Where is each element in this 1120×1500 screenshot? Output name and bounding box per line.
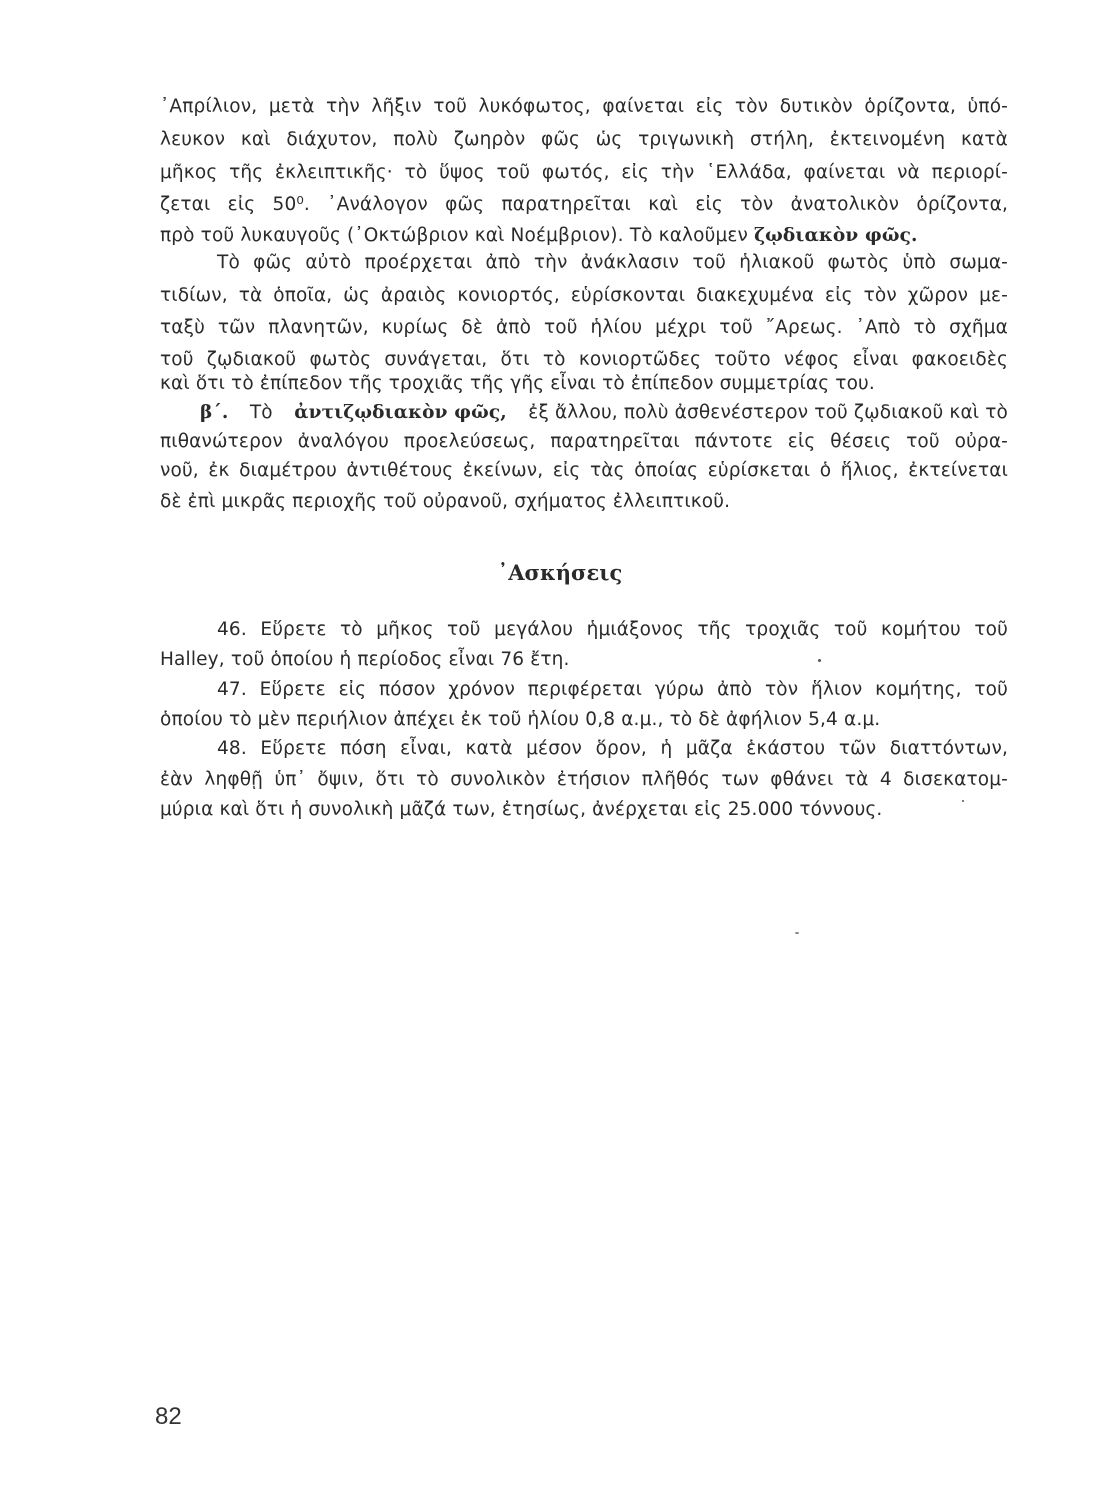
scan-speck [818, 659, 821, 662]
text-line: τοῦ ζῳδιακοῦ φωτὸς συνάγεται, ὅτι τὸ κονιορτῶδες τοῦτο νέφος εἶναι φακοειδὲς [160, 349, 1008, 370]
term-antizodiacal-light: ἀντιζῳδιακὸν φῶς, [294, 402, 507, 423]
scan-speck [795, 932, 799, 934]
exercise-line: 47. Εὕρετε εἰς πόσον χρόνον περιφέρεται γύρω ἀπὸ τὸν ἥλιον κομήτης, τοῦ [217, 679, 1008, 700]
text-line: καὶ ὅτι τὸ ἐπίπεδον τῆς τροχιᾶς τῆς γῆς εἶναι τὸ ἐπίπεδον συμμετρίας του. [160, 373, 875, 394]
section-heading: ᾿Ασκήσεις [497, 560, 623, 585]
term-zodiacal-light: ζῳδιακὸν φῶς. [754, 225, 918, 246]
exercise-line: 46. Εὕρετε τὸ μῆκος τοῦ μεγάλου ἡμιάξονος τῆς τροχιᾶς τοῦ κομήτου τοῦ [217, 619, 1008, 640]
text-segment: Τὸ [249, 402, 273, 423]
text-line-with-term [200, 399, 1008, 427]
exercise-line: ὁποίου τὸ μὲν περιήλιον ἀπέχει ἐκ τοῦ ἡλίου 0,8 α.μ., τὸ δὲ ἀφήλιον 5,4 α.μ. [160, 709, 881, 730]
exercise-line: μύρια καὶ ὅτι ἡ συνολικὴ μᾶζά των, ἐτησίως, ἀνέρχεται εἰς 25.000 τόννους. [160, 799, 883, 820]
page-number: 82 [155, 1403, 182, 1430]
text-line: ζεται εἰς 50⁰. ᾿Ανάλογον φῶς παρατηρεῖται καὶ εἰς τὸν ἀνατολικὸν ὁρίζοντα, [160, 194, 1008, 215]
exercise-line: ἐὰν ληφθῇ ὑπ᾿ ὄψιν, ὅτι τὸ συνολικὸν ἐτήσιον πλῆθός των φθάνει τὰ 4 δισεκατομ- [160, 769, 1008, 790]
scan-speck [962, 800, 964, 802]
text-line: λευκον καὶ διάχυτον, πολὺ ζωηρὸν φῶς ὡς τριγωνικὴ στήλη, ἐκτεινομένη κατὰ [160, 129, 1008, 150]
text-line: τιδίων, τὰ ὁποῖα, ὡς ἀραιὸς κονιορτός, εὑρίσκονται διακεχυμένα εἰς τὸν χῶρον με- [160, 285, 1008, 306]
text-segment: πρὸ τοῦ λυκαυγοῦς (᾿Οκτώβριον καὶ Νοέμβριον). Τὸ καλοῦμεν [160, 225, 749, 246]
text-line-with-term [160, 222, 1008, 250]
text-line: ᾿Απρίλιον, μετὰ τὴν λῆξιν τοῦ λυκόφωτος, φαίνεται εἰς τὸν δυτικὸν ὁρίζοντα, ὑπό- [160, 96, 1008, 117]
text-line: ταξὺ τῶν πλανητῶν, κυρίως δὲ ἀπὸ τοῦ ἡλίου μέχρι τοῦ ῎Αρεως. ᾿Απὸ τὸ σχῆμα [160, 317, 1008, 338]
text-line: μῆκος τῆς ἐκλειπτικῆς· τὸ ὕψος τοῦ φωτός, εἰς τὴν ῾Ελλάδα, φαίνεται νὰ περιορί- [160, 162, 1008, 183]
text-line: Τὸ φῶς αὐτὸ προέρχεται ἀπὸ τὴν ἀνάκλασιν τοῦ ἡλιακοῦ φωτὸς ὑπὸ σωμα- [217, 252, 1008, 273]
text-line: νοῦ, ἐκ διαμέτρου ἀντιθέτους ἐκείνων, εἰς τὰς ὁποίας εὑρίσκεται ὁ ἥλιος, ἐκτείνεται [160, 460, 1008, 481]
text-line: δὲ ἐπὶ μικρᾶς περιοχῆς τοῦ οὐρανοῦ, σχήματος ἐλλειπτικοῦ. [160, 491, 731, 512]
text-segment: ἐξ ἄλλου, πολὺ ἀσθενέστερον τοῦ ζῳδιακοῦ καὶ τὸ [528, 402, 1008, 423]
section-marker-beta: β΄. [200, 402, 229, 423]
text-line: πιθανώτερον ἀναλόγου προελεύσεως, παρατηρεῖται πάντοτε εἰς θέσεις τοῦ οὐρα- [160, 431, 1008, 452]
exercise-line: Halley, τοῦ ὁποίου ἡ περίοδος εἶναι 76 ἔτη. [160, 649, 570, 670]
exercise-line: 48. Εὕρετε πόση εἶναι, κατὰ μέσον ὅρον, ἡ μᾶζα ἑκάστου τῶν διαττόντων, [217, 738, 1008, 759]
